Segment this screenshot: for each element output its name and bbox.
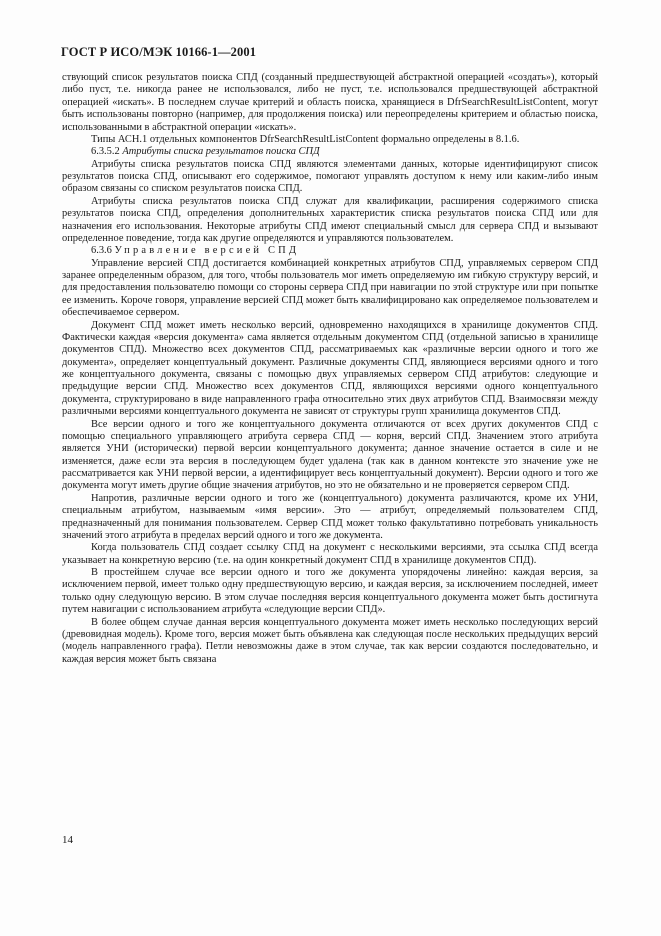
paragraph: В простейшем случае все версии одного и того же документа упорядочены линейно: каждая версия, за исключением первой, имеет только одну предшествующую версию, и каждая версия, за исключением последней, имеет только одну следующую версию. В этом случае последняя версия концептуального документа может быть достигнута путем навигации с использованием атрибута «следующие версии СПД».	[62, 567, 598, 616]
paragraph: Документ СПД может иметь несколько версий, одновременно находящихся в хранилище документов СПД. Фактически каждая «версия документа» сама является отдельным документом СПД (отдельной записью в хранилище документов СПД). Множество всех документов СПД, рассматриваемых как «различные версии одного и того же документа», определяет концептуальный документ. Различные документы СПД, являющиеся версиями одного и того же концептуального документа, связаны с помощью двух управляемых сервером СПД атрибутов: следующие и предыдущие версии СПД. Множество всех документов СПД, являющихся версиями одного концептуального документа, структурировано в виде направленного графа относительно этих двух атрибутов СПД. Взаимосвязи между различными версиями концептуального документа не зависят от структуры групп хранилища документов СПД.	[62, 319, 598, 418]
paragraph: ствующий список результатов поиска СПД (созданный предшествующей абстрактной операцией «создать»), который либо пуст, т.е. никогда ранее не использовался, либо не пуст, т.е. использовался предшествующей абстрактной операцией «искать». В последнем случае критерий и область поиска, хранящиеся в DfrSearchResultListContent, могут быть использованы повторно (например, для продолжения поиска) или переопределены критерием и областью поиска, использованными в абстрактной операции «искать».	[62, 72, 598, 133]
paragraph: Атрибуты списка результатов поиска СПД служат для квалификации, расширения содержимого списка результатов поиска СПД, определения дополнительных характеристик списка результатов поиска СПД или для назначения его использования. Некоторые атрибуты СПД имеют специальный смысл для сервера СПД и вызывают определенное поведение, тогда как другие определяются и управляются пользователем.	[62, 195, 598, 244]
section-number: 6.3.6	[91, 245, 112, 257]
document-header: ГОСТ Р ИСО/МЭК 10166-1—2001	[61, 45, 257, 59]
section-title: Управление версией СПД	[114, 245, 300, 257]
paragraph: Напротив, различные версии одного и того же (концептуального) документа различаются, кроме их УНИ, специальным атрибутом, называемым «имя версии». Это — атрибут, определяемый пользователем СПД, предназначенный для понимания пользователем. Сервер СПД может только факультативно потребовать уникальность значений этого атрибута в пределах версий одного и того же документа.	[62, 492, 598, 541]
section-number: 6.3.5.2	[91, 146, 120, 158]
section-title: Атрибуты списка результатов поиска СПД	[122, 146, 320, 158]
document-body	[62, 72, 598, 666]
paragraph: Атрибуты списка результатов поиска СПД являются элементами данных, которые идентифицируют список результатов поиска СПД, описывают его содержимое, помогают управлять доступом к нему или каким-либо иным образом связаны со списком результатов поиска СПД.	[62, 158, 598, 195]
paragraph: Когда пользователь СПД создает ссылку СПД на документ с несколькими версиями, эта ссылка СПД всегда указывает на конкретную версию (т.е. на один конкретный документ СПД в хранилище документов СПД).	[62, 542, 598, 566]
section-heading	[62, 146, 598, 158]
section-heading	[62, 245, 598, 257]
paragraph: Управление версией СПД достигается комбинацией конкретных атрибутов СПД, управляемых сервером СПД заранее определенным образом, для того, чтобы пользователь мог иметь определяемую им гибкую структуру версий, и для предоставления пользователю помощи со стороны сервера СПД при навигации по этой структуре или при попытке ее изменить. Короче говоря, управление версией СПД может быть квалифицировано как определяемое пользователем и обеспечиваемое сервером.	[62, 257, 598, 319]
paragraph: Типы АСН.1 отдельных компонентов DfrSearchResultListContent формально определены в 8.1.6.	[91, 133, 520, 145]
paragraph: Все версии одного и того же концептуального документа отличаются от всех других документов СПД с помощью специального управляющего атрибута сервера СПД — корня, версий СПД. Значением этого атрибута является УНИ (исторически) первой версии концептуального документа; данное значение остается в силе и не изменяется, даже если эта версия в последующем будет удалена (так как в данном контексте это значение уже не рассматривается как УНИ первой версии, а идентифицирует весь концептуальный документ). Версии одного и того же документа могут иметь другие общие значения атрибутов, но это не обязательно и не проверяется сервером СПД.	[62, 418, 598, 492]
page-number: 14	[62, 834, 73, 846]
paragraph: В более общем случае данная версия концептуального документа может иметь несколько последующих версий (древовидная модель). Кроме того, версия может быть объявлена как следующая после нескольких предыдущих версий (модель направленного графа). Петли невозможны даже в этом случае, так как версии создаются последовательно, и каждая версия может быть связана	[62, 616, 598, 665]
